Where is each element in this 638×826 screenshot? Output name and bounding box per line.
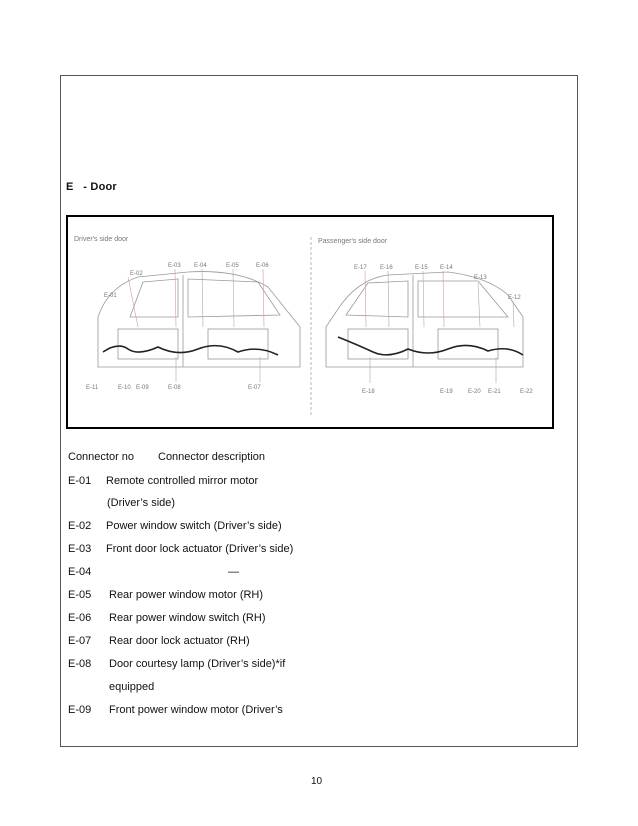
right-leader-lines: [365, 271, 514, 383]
page-number: 10: [311, 776, 323, 787]
left-door-outline: [98, 272, 300, 367]
header-connector-no: Connector no: [68, 451, 135, 463]
connector-code: E-08: [68, 658, 92, 670]
label-e14: E-14: [440, 265, 453, 271]
connector-desc-line1: Rear power window motor (RH): [109, 589, 264, 601]
connector-desc-line1: —: [228, 566, 239, 578]
connector-desc-line1: Front power window motor (Driver’s: [109, 704, 283, 716]
label-e15: E-15: [415, 265, 428, 271]
label-e08: E-08: [168, 385, 181, 391]
label-e10: E-10: [118, 385, 131, 391]
connector-code: E-07: [68, 635, 92, 647]
label-e09: E-09: [136, 385, 149, 391]
label-e19: E-19: [440, 389, 453, 395]
connector-desc-line1: Front door lock actuator (Driver’s side): [106, 543, 294, 555]
connector-code: E-03: [68, 543, 92, 555]
left-leader-lines: [128, 269, 264, 382]
label-e17: E-17: [354, 265, 367, 271]
left-heading: Driver's side door: [74, 236, 129, 243]
connector-code: E-06: [68, 612, 92, 624]
label-e05: E-05: [226, 263, 239, 269]
connector-code: E-04: [68, 566, 92, 578]
wiring-diagram-svg: [68, 217, 552, 427]
connector-desc-line1: Door courtesy lamp (Driver’s side)*if: [109, 658, 286, 670]
label-e07: E-07: [248, 385, 261, 391]
label-e21: E-21: [488, 389, 501, 395]
section-title: E - Door: [66, 181, 117, 193]
connector-desc-line1: Remote controlled mirror motor: [106, 475, 259, 487]
connector-desc-line1: Rear power window switch (RH): [109, 612, 266, 624]
connector-code: E-05: [68, 589, 92, 601]
connector-code: E-01: [68, 475, 92, 487]
label-e12: E-12: [508, 295, 521, 301]
label-e13: E-13: [474, 275, 487, 281]
left-harness: [103, 346, 278, 355]
label-e11: E-11: [86, 385, 99, 391]
label-e03: E-03: [168, 263, 181, 269]
connector-code: E-09: [68, 704, 92, 716]
header-connector-description: Connector description: [158, 451, 266, 463]
label-e18: E-18: [362, 389, 375, 395]
label-e22: E-22: [520, 389, 533, 395]
connector-desc-line1: Power window switch (Driver’s side): [106, 520, 282, 532]
label-e20: E-20: [468, 389, 481, 395]
label-e04: E-04: [194, 263, 207, 269]
label-e06: E-06: [256, 263, 269, 269]
connector-desc-line2: (Driver’s side): [107, 497, 176, 509]
connector-desc-line1: Rear door lock actuator (RH): [109, 635, 250, 647]
label-e16: E-16: [380, 265, 393, 271]
label-e01: E-01: [104, 293, 117, 299]
right-harness: [338, 337, 523, 355]
label-e02: E-02: [130, 271, 143, 277]
door-wiring-diagram: [66, 215, 554, 429]
connector-desc-line2: equipped: [109, 681, 155, 693]
connector-code: E-02: [68, 520, 92, 532]
right-heading: Passenger's side door: [318, 238, 388, 245]
